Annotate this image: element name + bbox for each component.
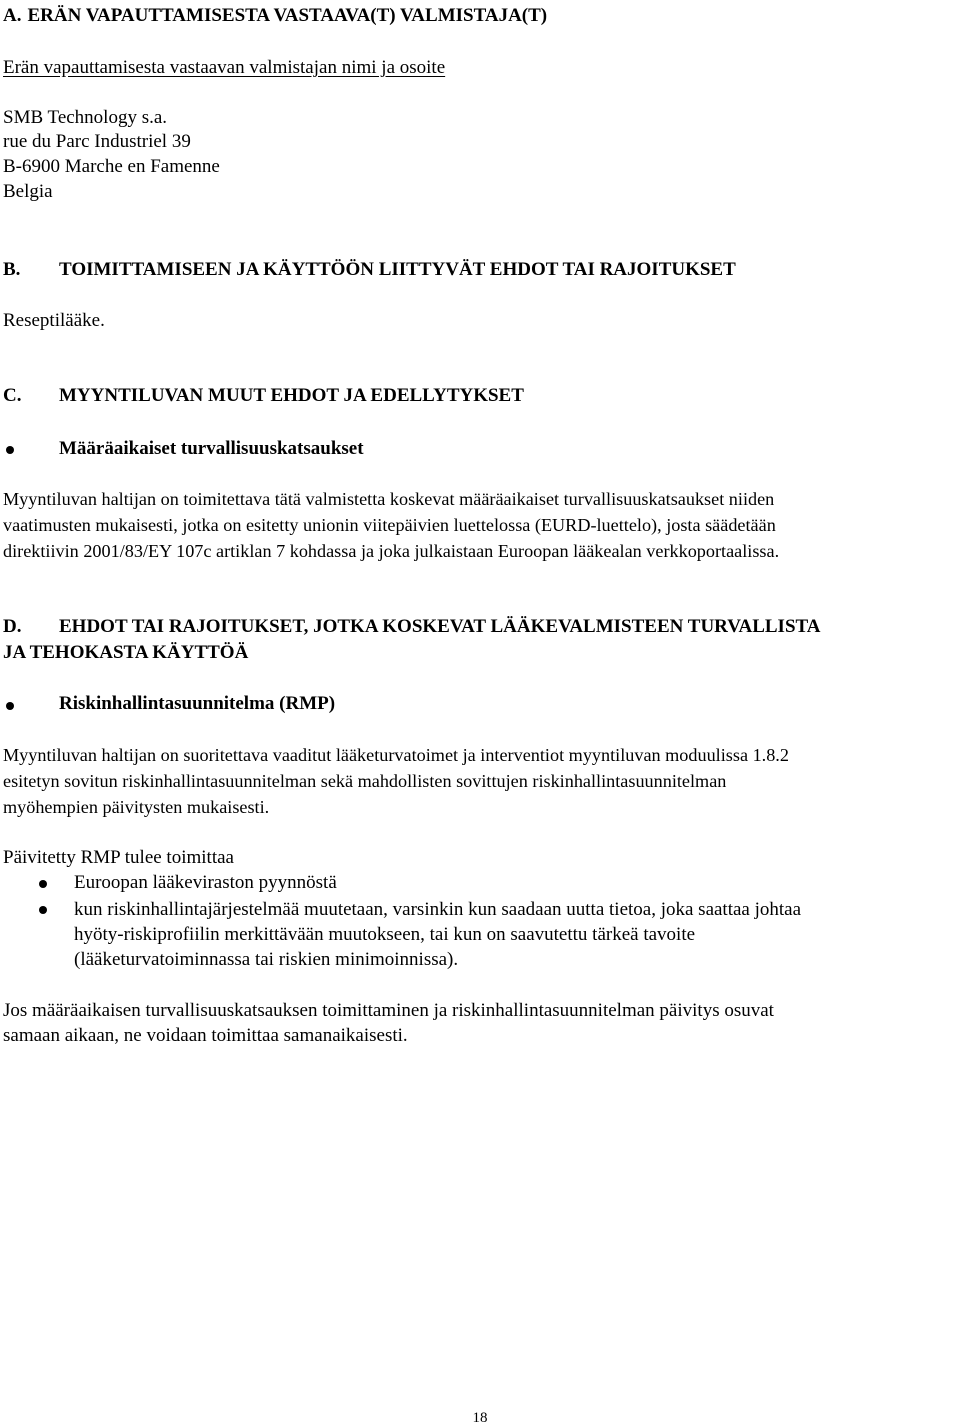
- rmp-item-1: Euroopan lääkeviraston pyynnöstä: [74, 872, 337, 893]
- section-d-heading: [3, 615, 821, 639]
- paragraph-line: Myyntiluvan haltijan on suoritettava vaaditut lääketurvatoimet ja interventiot myyntiluvan moduulissa 1.8.2: [3, 745, 789, 765]
- bullet-icon: [6, 446, 14, 454]
- section-b-heading: [3, 258, 736, 282]
- address-line-2: rue du Parc Industriel 39: [3, 131, 191, 152]
- section-c-letter: C.: [3, 385, 22, 406]
- paragraph-line: direktiivin 2001/83/EY 107c artiklan 7 kohdassa ja joka julkaistaan Euroopan lääkealan verkkoportaalissa.: [3, 541, 780, 561]
- address-line-3: B-6900 Marche en Famenne: [3, 156, 220, 177]
- rmp-item-2-line-1: kun riskinhallintajärjestelmää muutetaan, varsinkin kun saadaan uutta tietoa, joka saattaa johtaa: [74, 899, 802, 920]
- rmp-item-2-line-3: (lääketurvatoiminnassa tai riskien minimoinnissa).: [74, 949, 459, 970]
- paragraph-line: myöhempien päivitysten mukaisesti.: [3, 797, 270, 817]
- section-b-text: Reseptilääke.: [3, 310, 105, 331]
- paragraph-line: vaatimusten mukaisesti, jotka on esitetty unionin viitepäivien luettelossa (EURD-luettelo), josta säädetään: [3, 515, 776, 535]
- closing-line-2: samaan aikaan, ne voidaan toimittaa samanaikaisesti.: [3, 1025, 408, 1046]
- section-a-heading: [3, 4, 547, 28]
- section-c-title: MYYNTILUVAN MUUT EHDOT JA EDELLYTYKSET: [59, 385, 524, 406]
- section-b-letter: B.: [3, 259, 21, 280]
- section-b-title: TOIMITTAMISEEN JA KÄYTTÖÖN LIITTYVÄT EHDOT TAI RAJOITUKSET: [59, 259, 736, 280]
- address-line-4: Belgia: [3, 181, 53, 202]
- section-d-bullet: Riskinhallintasuunnitelma (RMP): [59, 693, 336, 714]
- paragraph-line: esitetyn sovitun riskinhallintasuunnitelman sekä mahdollisten sovittujen riskinhallintasuunnitelman: [3, 771, 727, 791]
- paragraph-line: Myyntiluvan haltijan on toimitettava tätä valmistetta koskevat määräaikaiset turvallisuuskatsaukset niiden: [3, 489, 775, 509]
- rmp-intro: Päivitetty RMP tulee toimittaa: [3, 847, 234, 868]
- rmp-item-2-line-2: hyöty-riskiprofiilin merkittävään muutokseen, tai kun on saavutettu tärkeä tavoite: [74, 924, 696, 945]
- section-d-title-line-1: EHDOT TAI RAJOITUKSET, JOTKA KOSKEVAT LÄÄKEVALMISTEEN TURVALLISTA: [59, 616, 821, 637]
- bullet-icon: [39, 906, 47, 914]
- section-d-letter: D.: [3, 616, 22, 637]
- section-d-title-line-2: JA TEHOKASTA KÄYTTÖÄ: [3, 642, 249, 663]
- closing-line-1: Jos määräaikaisen turvallisuuskatsauksen toimittaminen ja riskinhallintasuunnitelman päivitys osuvat: [3, 1000, 774, 1021]
- section-c-paragraph: [3, 486, 779, 564]
- page-number: 18: [472, 1410, 488, 1426]
- section-c-heading: [3, 384, 524, 408]
- address-line-1: SMB Technology s.a.: [3, 107, 168, 128]
- section-d-paragraph: [3, 742, 789, 820]
- section-a-subheading: Erän vapauttamisesta vastaavan valmistajan nimi ja osoite: [3, 57, 446, 78]
- section-a-title: ERÄN VAPAUTTAMISESTA VASTAAVA(T) VALMISTAJA(T): [27, 5, 548, 26]
- section-a-letter: A.: [3, 5, 22, 26]
- bullet-icon: [6, 702, 14, 710]
- bullet-icon: [39, 880, 47, 888]
- section-c-bullet: Määräaikaiset turvallisuuskatsaukset: [59, 438, 364, 459]
